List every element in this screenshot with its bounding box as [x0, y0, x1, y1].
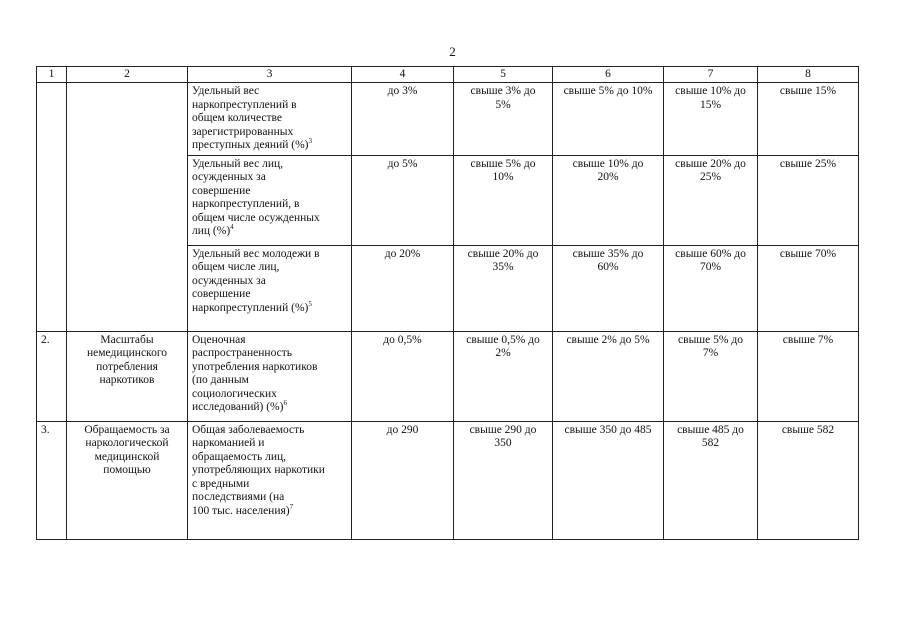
footnote-mark: 7 — [289, 502, 294, 511]
indicator-text: Оценочная распространенность употребления наркотиков (по данным социологических исследований) (%) — [192, 333, 318, 413]
footnote-mark: 6 — [283, 399, 287, 408]
indicator-cell — [188, 421, 352, 539]
range-cell-4: до 0,5% — [352, 331, 454, 421]
header-cell: 6 — [553, 67, 664, 83]
header-row — [37, 67, 859, 83]
header-cell: 2 — [67, 67, 188, 83]
range-cell-8: свыше 70% — [758, 245, 859, 331]
range-cell-6: свыше 2% до 5% — [553, 331, 664, 421]
row-number-cell: 2. — [37, 331, 67, 421]
indicator-text: Удельный вес лиц, осужденных за совершение наркопреступлений, в общем числе осужденных лиц (%) — [192, 157, 320, 237]
header-cell: 8 — [758, 67, 859, 83]
range-cell-5: свыше 0,5% до 2% — [454, 331, 553, 421]
range-cell-4: до 20% — [352, 245, 454, 331]
category-cell: Обращаемость за наркологической медицинской помощью — [67, 421, 188, 539]
range-cell-5: свыше 5% до 10% — [454, 155, 553, 245]
indicator-cell — [188, 331, 352, 421]
row-number-cell — [37, 83, 67, 332]
table-row — [37, 83, 859, 156]
range-cell-6: свыше 10% до 20% — [553, 155, 664, 245]
category-cell: Масштабы немедицинского потребления наркотиков — [67, 331, 188, 421]
page-number: 2 — [449, 44, 456, 59]
range-cell-8: свыше 25% — [758, 155, 859, 245]
range-cell-8: свыше 582 — [758, 421, 859, 539]
range-cell-8: свыше 15% — [758, 83, 859, 156]
range-cell-8: свыше 7% — [758, 331, 859, 421]
footnote-mark: 4 — [230, 223, 234, 232]
range-cell-5: свыше 290 до 350 — [454, 421, 553, 539]
range-cell-4: до 5% — [352, 155, 454, 245]
range-cell-7: свыше 60% до 70% — [664, 245, 758, 331]
indicator-text: Удельный вес молодежи в общем числе лиц, осужденных за совершение наркопреступлений (%) — [192, 247, 320, 314]
row-number-cell: 3. — [37, 421, 67, 539]
range-cell-7: свыше 485 до 582 — [664, 421, 758, 539]
indicator-text: Общая заболеваемость наркоманией и обращаемость лиц, употребляющих наркотики с вредными последствиями (на 100 тыс. населения) — [192, 423, 325, 517]
header-cell: 7 — [664, 67, 758, 83]
header-cell: 3 — [188, 67, 352, 83]
indicator-cell — [188, 155, 352, 245]
range-cell-5: свыше 3% до 5% — [454, 83, 553, 156]
table-row — [37, 421, 859, 539]
range-cell-6: свыше 5% до 10% — [553, 83, 664, 156]
table-row — [37, 331, 859, 421]
header-cell: 4 — [352, 67, 454, 83]
range-cell-5: свыше 20% до 35% — [454, 245, 553, 331]
range-cell-7: свыше 20% до 25% — [664, 155, 758, 245]
indicator-cell — [188, 245, 352, 331]
category-cell — [67, 83, 188, 332]
indicator-text: Удельный вес наркопреступлений в общем количестве зарегистрированных преступных деяний (%) — [192, 85, 309, 151]
range-cell-4: до 3% — [352, 83, 454, 156]
range-cell-6: свыше 35% до 60% — [553, 245, 664, 331]
indicator-cell — [188, 83, 352, 156]
footnote-mark: 3 — [308, 137, 313, 146]
range-cell-7: свыше 5% до 7% — [664, 331, 758, 421]
header-cell: 5 — [454, 67, 553, 83]
range-cell-7: свыше 10% до 15% — [664, 83, 758, 156]
range-cell-4: до 290 — [352, 421, 454, 539]
header-cell: 1 — [37, 67, 67, 83]
criteria-table — [36, 66, 859, 540]
range-cell-6: свыше 350 до 485 — [553, 421, 664, 539]
footnote-mark: 5 — [308, 299, 312, 308]
